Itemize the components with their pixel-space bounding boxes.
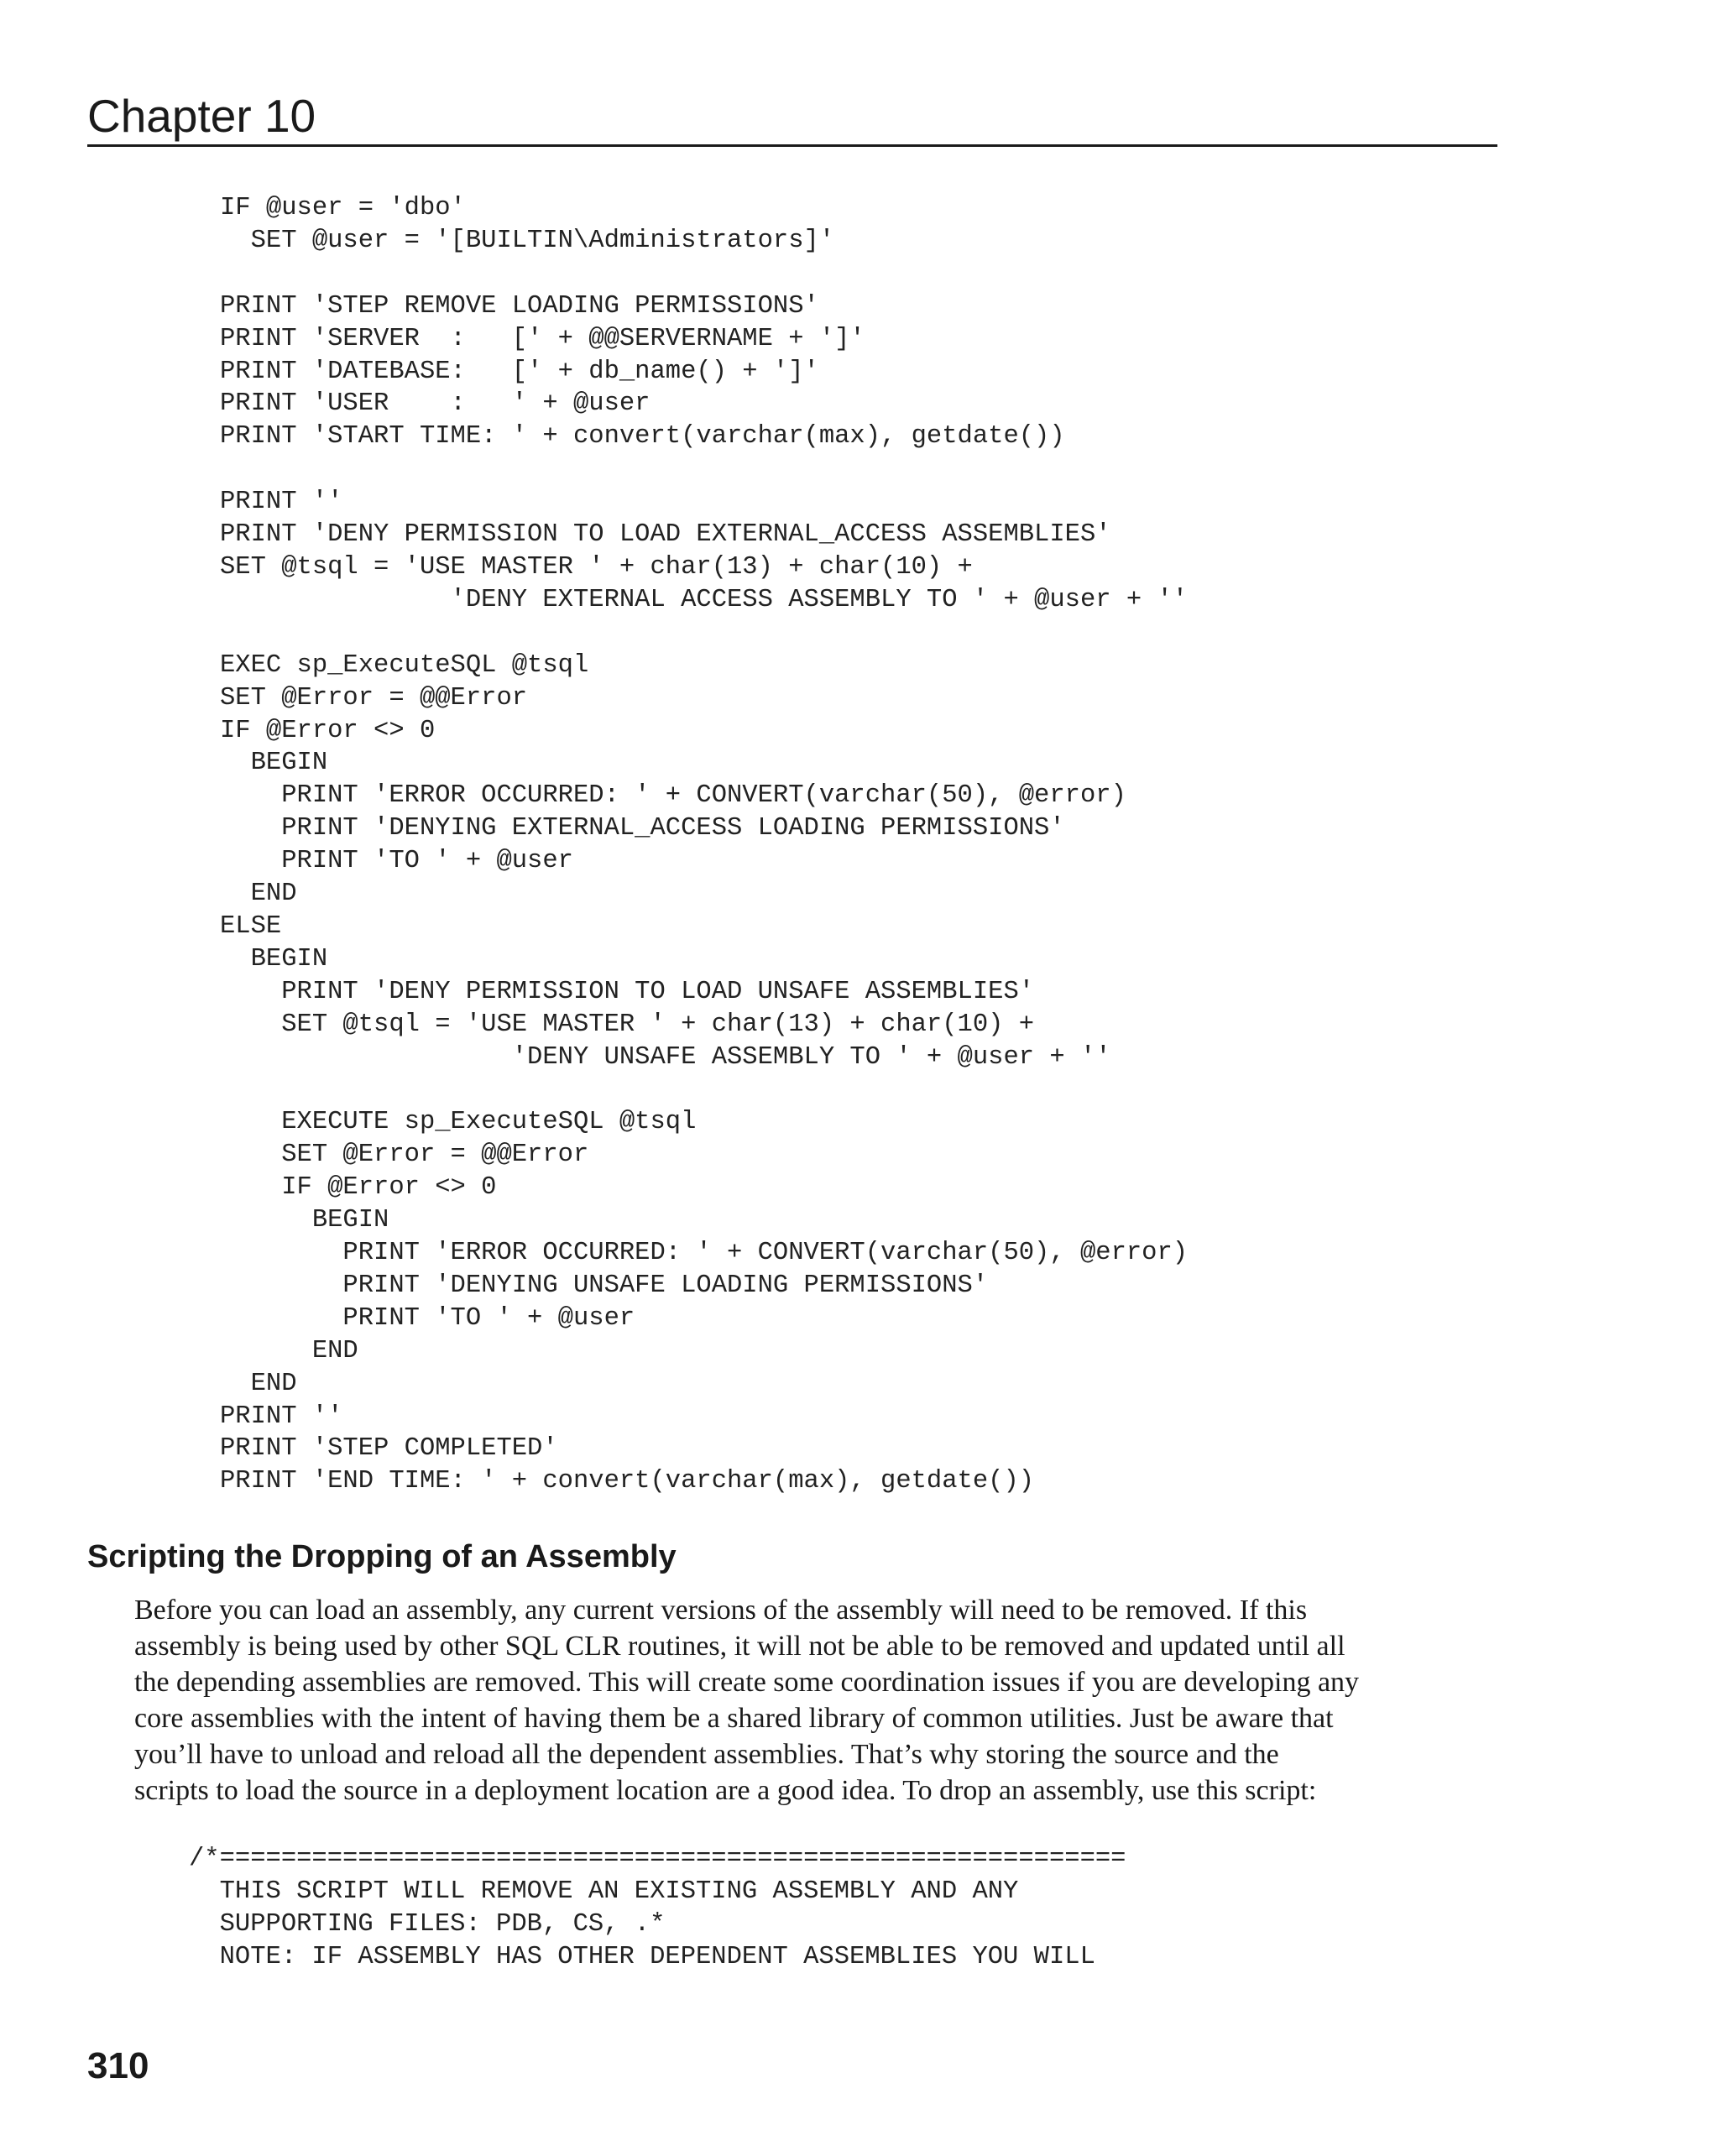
chapter-header	[87, 87, 1497, 147]
page-number: 310	[87, 2045, 149, 2086]
body-paragraph: Before you can load an assembly, any current versions of the assembly will need to be removed. If this assembly is being used by other SQL CLR routines, it will not be able to be removed and updated until all the depending assemblies are removed. This will create some coordination issues if you are developing any core assemblies with the intent of having them be a shared library of common utilities. Just be aware that you’ll have to unload and reload all the dependent assemblies. That’s why storing the source and the scripts to load the source in a deployment location are a good idea. To drop an assembly, use this script:	[134, 1595, 1360, 1806]
code-listing-drop-assembly: /*=========================================================== THIS SCRIPT WILL REMOVE AN EXISTING ASSEMBLY AND ANY SUPPORTING FILES: PDB, CS, .* NOTE: IF ASSEMBLY HAS OTHER DEPENDENT ASSEMBLIES YOU WILL	[189, 1845, 1126, 1971]
section-heading: Scripting the Dropping of an Assembly	[87, 1539, 677, 1574]
code-listing-permissions: IF @user = 'dbo' SET @user = '[BUILTIN\Administrators]' PRINT 'STEP REMOVE LOADING PERMISSIONS' PRINT 'SERVER : [' + @@SERVERNAME + ']' PRINT 'DATEBASE: [' + db_name() + ']' PRINT 'USER : ' + @user PRINT 'START TIME: ' + convert(varchar(max), getdate()) PRINT '' PRINT 'DENY PERMISSION TO LOAD EXTERNAL_ACCESS ASSEMBLIES' SET @tsql = 'USE MASTER ' + char(13) + char(10) + 'DENY EXTERNAL ACCESS ASSEMBLY TO ' + @user + '' EXEC sp_ExecuteSQL @tsql SET @Error = @@Error IF @Error <> 0 BEGIN PRINT 'ERROR OCCURRED: ' + CONVERT(varchar(50), @error) PRINT 'DENYING EXTERNAL_ACCESS LOADING PERMISSIONS' PRINT 'TO ' + @user END ELSE BEGIN PRINT 'DENY PERMISSION TO LOAD UNSAFE ASSEMBLIES' SET @tsql = 'USE MASTER ' + char(13) + char(10) + 'DENY UNSAFE ASSEMBLY TO ' + @user + '' EXECUTE sp_ExecuteSQL @tsql SET @Error = @@Error IF @Error <> 0 BEGIN PRINT 'ERROR OCCURRED: ' + CONVERT(varchar(50), @error) PRINT 'DENYING UNSAFE LOADING PERMISSIONS' PRINT 'TO ' + @user END END PRINT '' PRINT 'STEP COMPLETED' PRINT 'END TIME: ' + convert(varchar(max), getdate())	[220, 194, 1189, 1496]
chapter-title: Chapter 10	[87, 90, 316, 142]
